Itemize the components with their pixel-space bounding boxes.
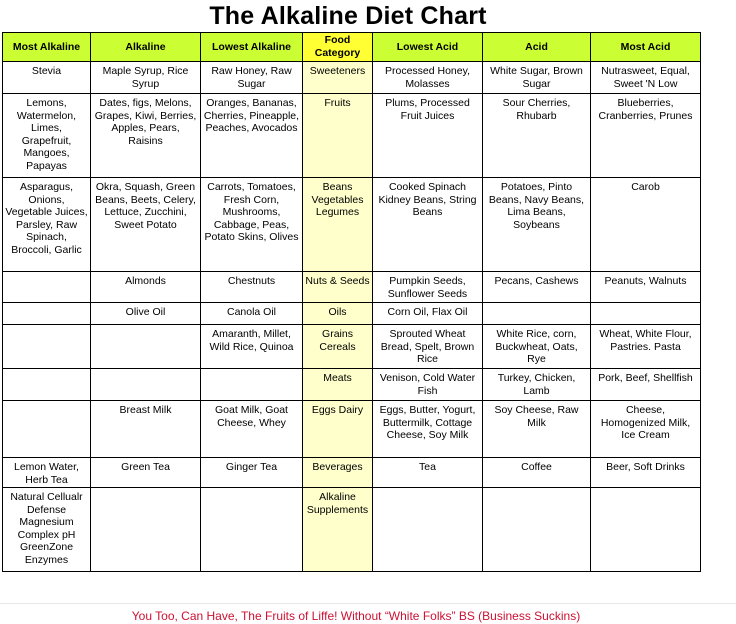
cell-acid: White Sugar, Brown Sugar bbox=[483, 62, 591, 94]
cell-alkaline: Dates, figs, Melons, Grapes, Kiwi, Berries, Apples, Pears, Raisins bbox=[91, 94, 201, 178]
table-row bbox=[3, 303, 701, 325]
cell-lowest-acid: Pumpkin Seeds, Sunflower Seeds bbox=[373, 272, 483, 303]
cell-most-acid: Beer, Soft Drinks bbox=[591, 458, 701, 488]
cell-lowest-acid: Eggs, Butter, Yogurt, Buttermilk, Cottage Cheese, Soy Milk bbox=[373, 401, 483, 458]
cell-food-category: Meats bbox=[303, 369, 373, 401]
footer-divider bbox=[0, 603, 736, 604]
cell-most-alkaline bbox=[3, 325, 91, 369]
cell-most-acid: Cheese, Homogenized Milk, Ice Cream bbox=[591, 401, 701, 458]
table-row bbox=[3, 488, 701, 572]
cell-most-acid: Peanuts, Walnuts bbox=[591, 272, 701, 303]
table-row bbox=[3, 369, 701, 401]
table-row bbox=[3, 62, 701, 94]
cell-most-acid bbox=[591, 303, 701, 325]
cell-food-category: Oils bbox=[303, 303, 373, 325]
table-row bbox=[3, 94, 701, 178]
cell-most-alkaline: Natural Cellualr Defense Magnesium Complex pH GreenZone Enzymes bbox=[3, 488, 91, 572]
cell-lowest-alkaline: Chestnuts bbox=[201, 272, 303, 303]
cell-most-alkaline bbox=[3, 369, 91, 401]
cell-alkaline bbox=[91, 369, 201, 401]
table-row bbox=[3, 401, 701, 458]
cell-lowest-alkaline: Raw Honey, Raw Sugar bbox=[201, 62, 303, 94]
cell-food-category: Beverages bbox=[303, 458, 373, 488]
cell-food-category: Eggs Dairy bbox=[303, 401, 373, 458]
cell-food-category: Alkaline Supplements bbox=[303, 488, 373, 572]
cell-lowest-acid: Cooked Spinach Kidney Beans, String Beans bbox=[373, 178, 483, 272]
cell-most-alkaline: Lemons, Watermelon, Limes, Grapefruit, Mangoes, Papayas bbox=[3, 94, 91, 178]
cell-acid: Sour Cherries, Rhubarb bbox=[483, 94, 591, 178]
table-row bbox=[3, 272, 701, 303]
cell-food-category: Grains Cereals bbox=[303, 325, 373, 369]
cell-alkaline: Almonds bbox=[91, 272, 201, 303]
cell-most-acid: Blueberries, Cranberries, Prunes bbox=[591, 94, 701, 178]
cell-alkaline: Okra, Squash, Green Beans, Beets, Celery, Lettuce, Zucchini, Sweet Potato bbox=[91, 178, 201, 272]
cell-acid bbox=[483, 488, 591, 572]
column-header-food-category: Food Category bbox=[303, 33, 373, 62]
cell-alkaline bbox=[91, 325, 201, 369]
cell-most-alkaline: Stevia bbox=[3, 62, 91, 94]
cell-lowest-acid: Venison, Cold Water Fish bbox=[373, 369, 483, 401]
cell-food-category: Fruits bbox=[303, 94, 373, 178]
cell-food-category: Sweeteners bbox=[303, 62, 373, 94]
cell-acid: Potatoes, Pinto Beans, Navy Beans, Lima Beans, Soybeans bbox=[483, 178, 591, 272]
cell-lowest-acid: Tea bbox=[373, 458, 483, 488]
cell-acid bbox=[483, 303, 591, 325]
cell-most-alkaline bbox=[3, 401, 91, 458]
cell-acid: Turkey, Chicken, Lamb bbox=[483, 369, 591, 401]
cell-alkaline: Breast Milk bbox=[91, 401, 201, 458]
diet-chart bbox=[2, 32, 701, 572]
cell-lowest-alkaline: Ginger Tea bbox=[201, 458, 303, 488]
cell-alkaline bbox=[91, 488, 201, 572]
column-header-acid: Acid bbox=[483, 33, 591, 62]
table-header-row bbox=[3, 33, 701, 62]
cell-lowest-acid: Corn Oil, Flax Oil bbox=[373, 303, 483, 325]
cell-most-acid: Carob bbox=[591, 178, 701, 272]
column-header-alkaline: Alkaline bbox=[91, 33, 201, 62]
cell-most-alkaline: Asparagus, Onions, Vegetable Juices, Parsley, Raw Spinach, Broccoli, Garlic bbox=[3, 178, 91, 272]
cell-most-alkaline bbox=[3, 272, 91, 303]
cell-lowest-alkaline bbox=[201, 488, 303, 572]
cell-most-acid: Wheat, White Flour, Pastries. Pasta bbox=[591, 325, 701, 369]
cell-lowest-acid bbox=[373, 488, 483, 572]
cell-lowest-alkaline: Oranges, Bananas, Cherries, Pineapple, Peaches, Avocados bbox=[201, 94, 303, 178]
cell-lowest-acid: Plums, Processed Fruit Juices bbox=[373, 94, 483, 178]
column-header-lowest-alkaline: Lowest Alkaline bbox=[201, 33, 303, 62]
table-row bbox=[3, 325, 701, 369]
cell-most-acid: Pork, Beef, Shellfish bbox=[591, 369, 701, 401]
cell-lowest-alkaline: Amaranth, Millet, Wild Rice, Quinoa bbox=[201, 325, 303, 369]
cell-alkaline: Green Tea bbox=[91, 458, 201, 488]
cell-most-alkaline bbox=[3, 303, 91, 325]
column-header-most-acid: Most Acid bbox=[591, 33, 701, 62]
cell-lowest-alkaline: Carrots, Tomatoes, Fresh Corn, Mushrooms, Cabbage, Peas, Potato Skins, Olives bbox=[201, 178, 303, 272]
cell-lowest-alkaline bbox=[201, 369, 303, 401]
column-header-most-alkaline: Most Alkaline bbox=[3, 33, 91, 62]
table-row bbox=[3, 178, 701, 272]
cell-lowest-acid: Sprouted Wheat Bread, Spelt, Brown Rice bbox=[373, 325, 483, 369]
diet-table bbox=[2, 32, 701, 572]
cell-alkaline: Olive Oil bbox=[91, 303, 201, 325]
table-row bbox=[3, 458, 701, 488]
cell-most-acid: Nutrasweet, Equal, Sweet 'N Low bbox=[591, 62, 701, 94]
cell-acid: Coffee bbox=[483, 458, 591, 488]
cell-acid: Pecans, Cashews bbox=[483, 272, 591, 303]
cell-acid: White Rice, corn, Buckwheat, Oats, Rye bbox=[483, 325, 591, 369]
cell-food-category: Nuts & Seeds bbox=[303, 272, 373, 303]
cell-most-acid bbox=[591, 488, 701, 572]
cell-lowest-acid: Processed Honey, Molasses bbox=[373, 62, 483, 94]
table-body bbox=[3, 62, 701, 572]
cell-food-category: Beans Vegetables Legumes bbox=[303, 178, 373, 272]
page-title: The Alkaline Diet Chart bbox=[209, 2, 487, 30]
cell-lowest-alkaline: Canola Oil bbox=[201, 303, 303, 325]
footer-caption: You Too, Can Have, The Fruits of Liffe! Without “White Folks” BS (Business Suckins) bbox=[131, 609, 581, 623]
cell-alkaline: Maple Syrup, Rice Syrup bbox=[91, 62, 201, 94]
cell-most-alkaline: Lemon Water, Herb Tea bbox=[3, 458, 91, 488]
cell-acid: Soy Cheese, Raw Milk bbox=[483, 401, 591, 458]
column-header-lowest-acid: Lowest Acid bbox=[373, 33, 483, 62]
cell-lowest-alkaline: Goat Milk, Goat Cheese, Whey bbox=[201, 401, 303, 458]
